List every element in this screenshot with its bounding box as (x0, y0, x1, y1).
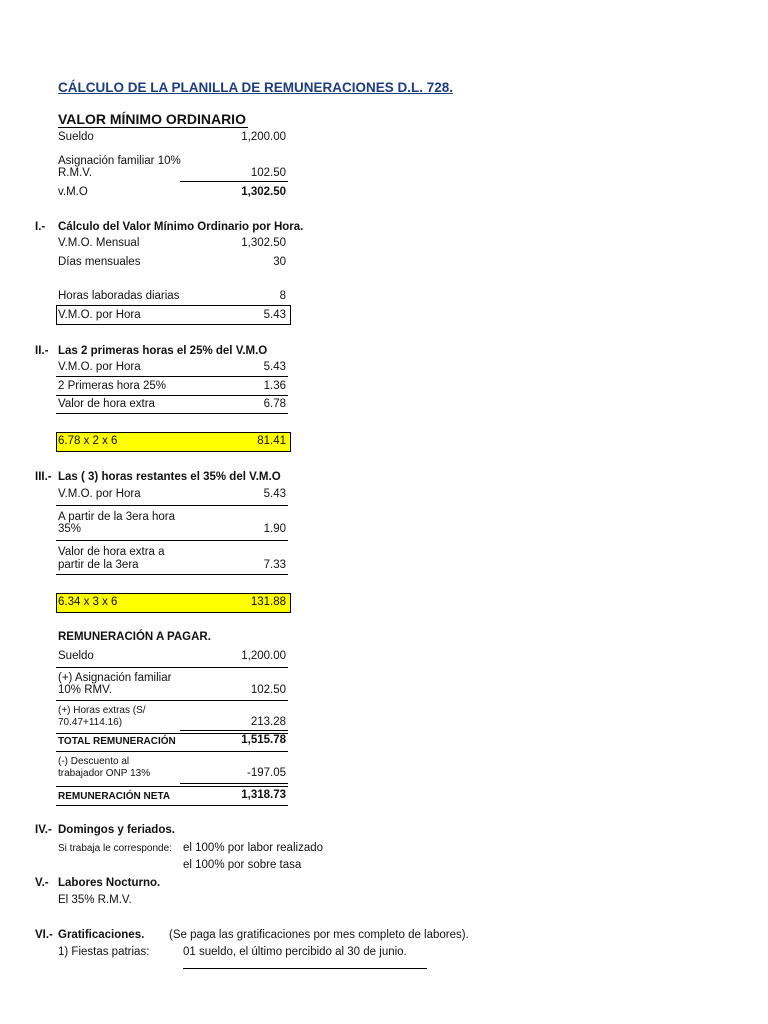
s2-calc-value: 81.41 (257, 435, 286, 447)
rem-line-1 (56, 667, 288, 668)
s4-heading: Domingos y feriados. (58, 824, 175, 836)
page-title: CÁLCULO DE LA PLANILLA DE REMUNERACIONES D.L. 728. (58, 80, 454, 95)
s3-line-1 (56, 505, 288, 506)
rem-line-2 (56, 700, 288, 701)
s3-line-3 (56, 574, 288, 575)
s2-primeras-value: 1.36 (263, 380, 286, 392)
s3-calc-value: 131.88 (250, 596, 286, 608)
s1-horas-label: Horas laboradas diarias (58, 290, 180, 302)
rem-neta-value: 1,318.73 (241, 789, 286, 801)
rem-line-4 (56, 751, 288, 752)
s6-bottom-line (183, 968, 427, 969)
s4-si-label: Si trabaja le corresponde: (58, 843, 172, 854)
s6-number: VI.- (35, 929, 53, 941)
rem-neta-label: REMUNERACIÓN NETA (58, 791, 171, 802)
s1-mensual-value: 1,302.50 (241, 237, 286, 249)
rem-asig-2: 10% RMV. (58, 684, 112, 696)
vmo-total-label: v.M.O (58, 186, 88, 198)
rem-heading: REMUNERACIÓN A PAGAR. (58, 631, 211, 643)
s1-heading: Cálculo del Valor Mínimo Ordinario por Hora. (58, 221, 304, 233)
rem-asig-value: 102.50 (250, 684, 286, 696)
rem-extras-value: 213.28 (250, 716, 286, 728)
s4-line1: el 100% por labor realizado (183, 842, 324, 854)
s2-line-2 (56, 395, 288, 396)
s2-calc-label: 6.78 x 2 x 6 (58, 435, 118, 447)
s2-extra-label: Valor de hora extra (58, 398, 155, 410)
vmo-sueldo-label: Sueldo (58, 131, 94, 143)
rem-total-value: 1,515.78 (241, 734, 286, 746)
vmo-heading-underline (58, 127, 248, 128)
s6-note: (Se paga las gratificaciones por mes completo de labores). (169, 929, 469, 941)
vmo-asig-value: 102.50 (250, 167, 286, 179)
rem-extras-1: (+) Horas extras (S/ (58, 705, 146, 716)
rem-extras-2: 70.47+114.16) (58, 717, 123, 728)
rem-asig-1: (+) Asignación familiar (58, 672, 172, 684)
rem-total-label: TOTAL REMUNERACIÓN (58, 736, 176, 747)
vmo-sueldo-value: 1,200.00 (241, 131, 286, 143)
vmo-asig-label-1: Asignación familiar 10% (58, 155, 181, 167)
s1-dias-value: 30 (273, 256, 286, 268)
rem-desc-2: trabajador ONP 13% (58, 768, 151, 779)
s2-line-3 (56, 413, 288, 414)
s1-dias-label: Días mensuales (58, 256, 141, 268)
rem-sum-line-1 (180, 730, 288, 731)
rem-sueldo-label: Sueldo (58, 650, 94, 662)
s3-hora-label: V.M.O. por Hora (58, 488, 141, 500)
rem-desc-1: (-) Descuento al (58, 756, 130, 767)
s3-valor-value: 7.33 (263, 559, 286, 571)
s3-line-2 (56, 540, 288, 541)
s5-text: El 35% R.M.V. (58, 894, 132, 906)
s2-number: II.- (35, 345, 49, 357)
s3-hora-value: 5.43 (263, 488, 286, 500)
s2-heading: Las 2 primeras horas el 25% del V.M.O (58, 345, 268, 357)
vmo-asig-label-2: R.M.V. (58, 167, 93, 179)
s1-number: I.- (35, 221, 46, 233)
s3-number: III.- (35, 471, 52, 483)
s3-apartir-2: 35% (58, 523, 82, 535)
s2-primeras-label: 2 Primeras hora 25% (58, 380, 167, 392)
s2-line-1 (56, 376, 288, 377)
vmo-sum-line (180, 181, 288, 182)
s2-hora-label: V.M.O. por Hora (58, 361, 141, 373)
s4-line2: el 100% por sobre tasa (183, 859, 302, 871)
s6-item-label: 1) Fiestas patrias: (58, 946, 150, 958)
s3-calc-label: 6.34 x 3 x 6 (58, 596, 118, 608)
s1-hora-value: 5.43 (263, 309, 286, 321)
s1-mensual-label: V.M.O. Mensual (58, 237, 140, 249)
s2-hora-value: 5.43 (263, 361, 286, 373)
s3-heading: Las ( 3) horas restantes el 35% del V.M.O (58, 471, 281, 483)
s6-item-text: 01 sueldo, el último percibido al 30 de junio. (183, 946, 407, 958)
s3-valor-1: Valor de hora extra a (58, 546, 165, 558)
s5-heading: Labores Nocturno. (58, 877, 161, 889)
vmo-total-value: 1,302.50 (241, 186, 286, 198)
vmo-heading: VALOR MÍNIMO ORDINARIO (58, 111, 246, 127)
s1-horas-value: 8 (279, 290, 286, 302)
s2-extra-value: 6.78 (263, 398, 286, 410)
s6-heading: Gratificaciones. (58, 929, 145, 941)
s3-valor-2: partir de la 3era (58, 559, 139, 571)
rem-line-6 (56, 805, 288, 806)
rem-desc-value: -197.05 (246, 767, 286, 779)
rem-line-5 (56, 786, 288, 787)
rem-sum-line-2 (180, 783, 288, 784)
s5-number: V.- (35, 877, 49, 889)
s4-number: IV.- (35, 824, 52, 836)
s1-hora-label: V.M.O. por Hora (58, 309, 141, 321)
s3-apartir-1: A partir de la 3era hora (58, 511, 175, 523)
s3-apartir-value: 1.90 (263, 523, 286, 535)
rem-sueldo-value: 1,200.00 (241, 650, 286, 662)
